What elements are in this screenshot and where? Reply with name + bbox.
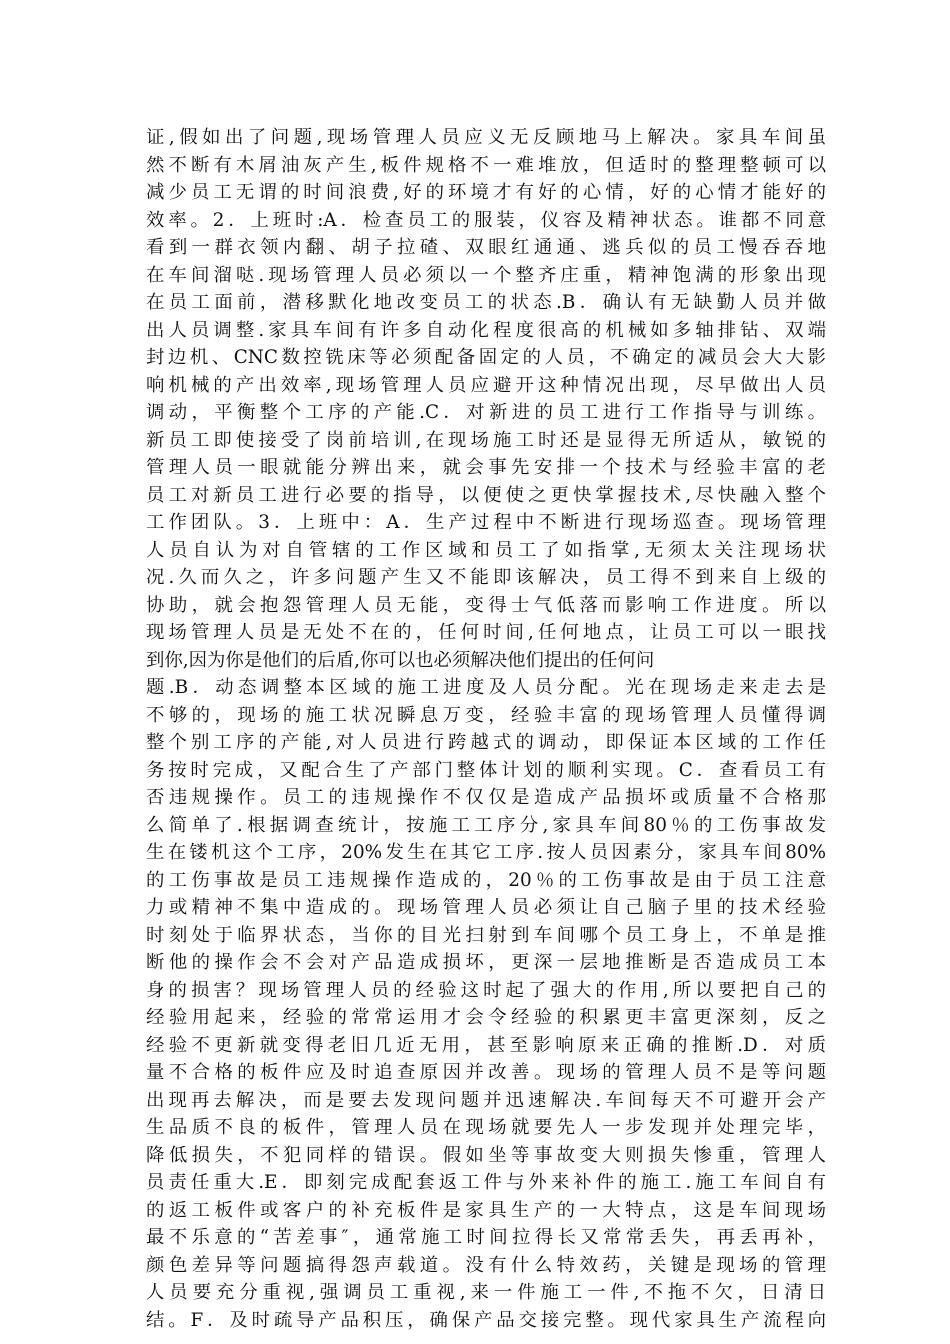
text-line: 断他的操作会不会对产品造成损坏，更深一层地推断是否造成员工本 (146, 952, 826, 973)
text-line: 调动，平衡整个工序的产能.C．对新进的员工进行工作指导与训练。 (146, 402, 826, 423)
text-line: 么简单了.根据调查统计，按施工工序分,家具车间80％的工伤事故发 (146, 814, 826, 836)
text-line: 协助，就会抱怨管理人员无能，变得士气低落而影响工作进度。所以 (146, 594, 826, 616)
body-text (146, 124, 826, 1334)
text-line: 现场管理人员是无处不在的，任何时间,任何地点，让员工可以一眼找 (146, 622, 826, 643)
text-line: 响机械的产出效率,现场管理人员应避开这种情况出现，尽早做出人员 (146, 374, 826, 396)
text-line: 到你,因为你是他们的后盾,你可以也必须解决他们提出的任何问 (146, 649, 655, 671)
text-line: 人员自认为对自管辖的工作区域和员工了如指掌,无须太关注现场状 (146, 539, 826, 561)
text-line: 颜色差异等问题搞得怨声载道。没有什么特效药，关键是现场的管理 (146, 1254, 826, 1276)
text-line: 生在镂机这个工序，20%发生在其它工序.按人员因素分，家具车间80% (146, 842, 826, 863)
text-line: 管理人员一眼就能分辨出来，就会事先安排一个技术与经验丰富的老 (146, 457, 826, 478)
text-line: 生品质不良的板件，管理人员在现场就要先人一步发现并处理完毕， (146, 1117, 826, 1138)
text-line: 看到一群衣领内翻、胡子拉碴、双眼红通通、逃兵似的员工慢吞吞地 (146, 237, 826, 258)
text-line: 出现再去解决，而是要去发现问题并迅速解决.车间每天不可避开会产 (146, 1089, 826, 1111)
text-line: 身的损害？现场管理人员的经验这时起了强大的作用,所以要把自己的 (146, 979, 826, 1001)
text-line: 时刻处于临界状态，当你的目光扫射到车间哪个员工身上，不单是推 (146, 924, 826, 946)
text-line: 量不合格的板件应及时追查原因并改善。现场的管理人员不是等问题 (146, 1062, 826, 1083)
text-line: 降低损失，不犯同样的错误。假如坐等事故变大则损失惨重，管理人 (146, 1144, 826, 1166)
text-line: 经验不更新就变得老旧几近无用，甚至影响原来正确的推断.D．对质 (146, 1034, 826, 1056)
text-line: 效率。2．上班时:A．检查员工的服装，仪容及精神状态。谁都不同意 (146, 209, 826, 231)
text-line: 经验用起来，经验的常常运用才会令经验的积累更丰富更深刻，反之 (146, 1007, 826, 1028)
text-line: 员责任重大.E．即刻完成配套返工件与外来补件的施工.施工车间自有 (146, 1172, 826, 1193)
text-line: 的返工板件或客户的补充板件是家具生产的一大特点，这是车间现场 (146, 1199, 826, 1221)
text-line: 新员工即使接受了岗前培训,在现场施工时还是显得无所适从，敏锐的 (146, 429, 826, 451)
text-line: 人员要充分重视,强调员工重视,来一件施工一件,不拖不欠，日清日 (146, 1282, 826, 1303)
text-line: 务按时完成，又配合生了产部门整体计划的顺利实现。C．查看员工有 (146, 759, 826, 781)
text-line: 的工伤事故是员工违规操作造成的，20％的工伤事故是由于员工注意 (146, 869, 826, 891)
text-line: 工作团队。3．上班中：A．生产过程中不断进行现场巡查。现场管理 (146, 512, 826, 533)
text-line: 员工对新员工进行必要的指导，以便使之更快掌握技术,尽快融入整个 (146, 484, 826, 506)
text-line: 况.久而久之，许多问题产生又不能即该解决，员工得不到来自上级的 (146, 567, 826, 588)
text-line: 证,假如出了问题,现场管理人员应义无反顾地马上解决。家具车间虽 (146, 127, 826, 148)
text-line: 不够的，现场的施工状况瞬息万变，经验丰富的现场管理人员懂得调 (146, 704, 826, 726)
text-line: 否违规操作。员工的违规操作不仅仅是造成产品损坏或质量不合格那 (146, 787, 826, 808)
text-line: 然不断有木屑油灰产生,板件规格不一难堆放，但适时的整理整顿可以 (146, 154, 826, 176)
text-line: 在员工面前，潜移默化地改变员工的状态.B．确认有无缺勤人员并做 (146, 292, 826, 313)
text-line: 力或精神不集中造成的。现场管理人员必须让自己脑子里的技术经验 (146, 897, 826, 918)
text-line: 结。F．及时疏导产品积压，确保产品交接完整。现代家具生产流程向 (146, 1309, 826, 1331)
text-line: 减少员工无谓的时间浪费,好的环境才有好的心情，好的心情才能好的 (146, 182, 826, 203)
text-line: 出人员调整.家具车间有许多自动化程度很高的机械如多轴排钻、双端 (146, 319, 826, 341)
text-line: 题.B．动态调整本区域的施工进度及人员分配。光在现场走来走去是 (146, 677, 826, 698)
text-line: 整个别工序的产能,对人员进行跨越式的调动，即保证本区域的工作任 (146, 732, 826, 753)
text-line: 最不乐意的“苦差事″，通常施工时间拉得长又常常丢失，再丢再补， (146, 1227, 826, 1248)
text-line: 封边机、CNC数控铣床等必须配备固定的人员，不确定的减员会大大影 (146, 347, 826, 368)
text-line: 在车间溜哒.现场管理人员必须以一个整齐庄重，精神饱满的形象出现 (146, 264, 826, 286)
